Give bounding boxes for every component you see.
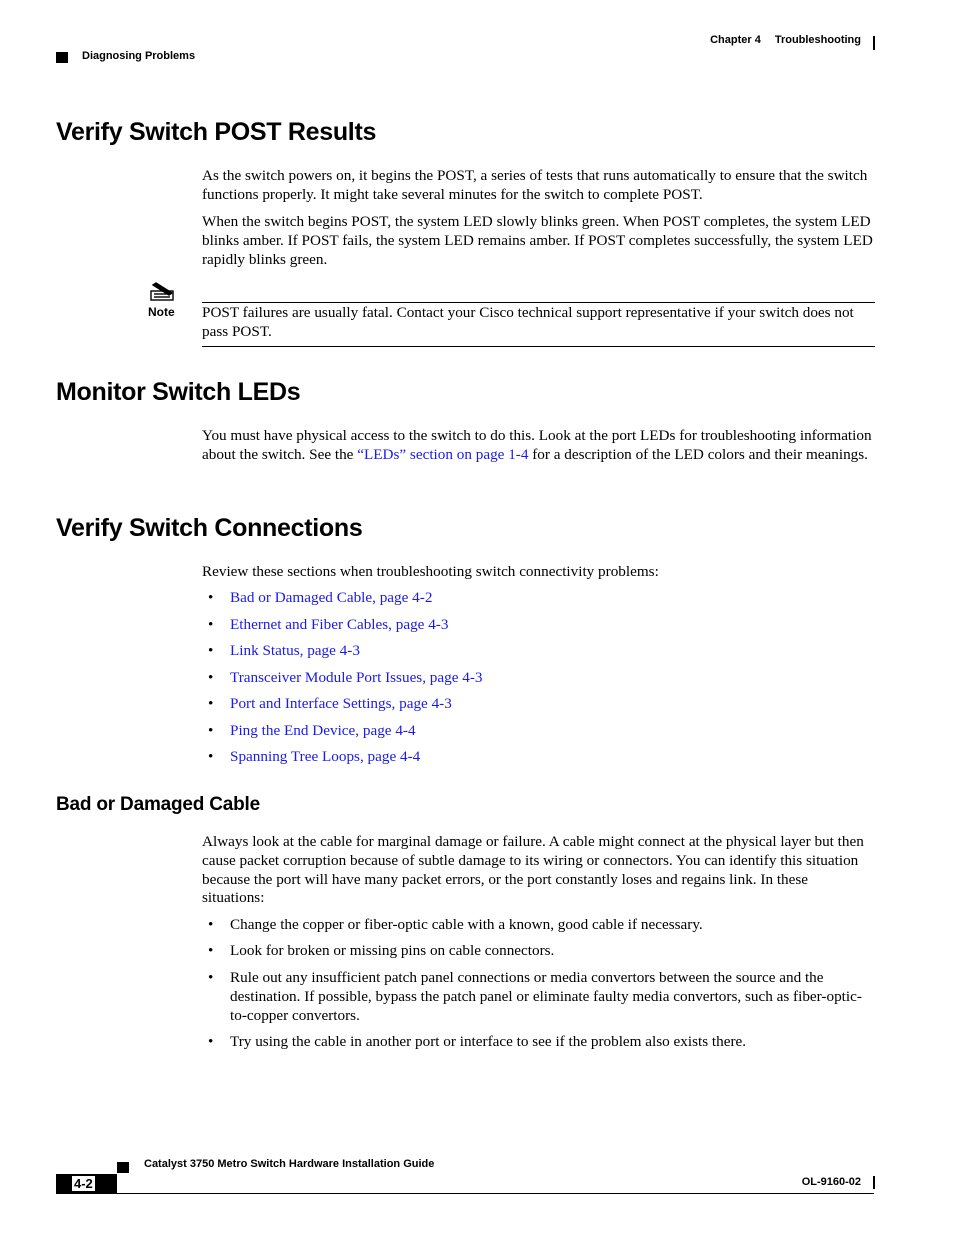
link-ethernet-fiber-cables[interactable]: Ethernet and Fiber Cables, page 4-3	[230, 616, 449, 633]
list-item	[202, 722, 416, 741]
header-rule-mark	[873, 36, 875, 50]
footer-guide-title: Catalyst 3750 Metro Switch Hardware Installation Guide	[144, 1158, 435, 1170]
cable-paragraph: Always look at the cable for marginal damage or failure. A cable might connect at the physical layer but then cause packet corruption because of subtle damage to its wiring or connectors. You can identify this situation because the port will have many packet errors, or the port constantly loses and regains link. In these situations:	[202, 833, 864, 907]
post-paragraph-2: When the switch begins POST, the system LED slowly blinks green. When POST completes, the system LED blinks amber. If POST fails, the system LED remains amber. If POST completes successfully, the system LED rapidly blinks green.	[202, 213, 873, 268]
cable-bullet-text: Look for broken or missing pins on cable connectors.	[230, 942, 555, 959]
leds-paragraph	[202, 427, 874, 465]
leds-section-link[interactable]: “LEDs” section on page 1-4	[357, 445, 529, 463]
heading-bad-damaged-cable: Bad or Damaged Cable	[56, 794, 260, 815]
bullet-glyph: •	[208, 722, 214, 739]
list-item	[202, 589, 432, 608]
leds-text-after: for a description of the LED colors and their meanings.	[528, 445, 868, 463]
bullet-glyph: •	[208, 695, 214, 712]
cable-bullet-text: Rule out any insufficient patch panel connections or media convertors between the source and the destination. If possible, bypass the patch panel or eliminate faulty media convertors, such as fiber-optic-to-copper convertors.	[230, 969, 862, 1024]
link-transceiver-issues[interactable]: Transceiver Module Port Issues, page 4-3	[230, 669, 483, 686]
note-rule-top	[202, 302, 875, 303]
bullet-glyph: •	[208, 642, 214, 659]
bullet-glyph: •	[208, 589, 214, 606]
chapter-number: Chapter 4	[710, 34, 761, 46]
note-label: Note	[148, 305, 175, 319]
footer-square-mark	[117, 1162, 129, 1173]
list-item	[202, 669, 483, 688]
note-text: POST failures are usually fatal. Contact your Cisco technical support representative if your switch does not pass POST.	[202, 304, 854, 340]
link-ping-end-device[interactable]: Ping the End Device, page 4-4	[230, 722, 416, 739]
bullet-glyph: •	[208, 916, 214, 933]
running-header-section: Diagnosing Problems	[82, 50, 196, 62]
bullet-glyph: •	[208, 616, 214, 633]
footer-rule-mark	[873, 1176, 875, 1189]
header-square-mark	[56, 52, 68, 63]
list-item	[202, 942, 874, 961]
note-rule-bottom	[202, 346, 875, 347]
list-item	[202, 969, 874, 1025]
link-spanning-tree-loops[interactable]: Spanning Tree Loops, page 4-4	[230, 748, 421, 765]
link-port-interface-settings[interactable]: Port and Interface Settings, page 4-3	[230, 695, 452, 712]
cable-bullet-text: Change the copper or fiber-optic cable with a known, good cable if necessary.	[230, 916, 703, 933]
footer-rule	[56, 1193, 874, 1194]
post-paragraph-1: As the switch powers on, it begins the POST, a series of tests that runs automatically to ensure that the switch functions properly. It might take several minutes for the switch to complete POST.	[202, 167, 868, 203]
list-item	[202, 916, 874, 935]
heading-monitor-leds: Monitor Switch LEDs	[56, 378, 301, 406]
footer-page-number: 4-2	[74, 1176, 93, 1191]
list-item	[202, 748, 420, 767]
bullet-glyph: •	[208, 748, 214, 765]
link-link-status[interactable]: Link Status, page 4-3	[230, 642, 360, 659]
footer-doc-number: OL-9160-02	[801, 1176, 861, 1188]
running-header-chapter	[710, 34, 861, 46]
chapter-title: Troubleshooting	[774, 34, 861, 46]
bullet-glyph: •	[208, 942, 214, 959]
bullet-glyph: •	[208, 969, 214, 986]
list-item	[202, 695, 452, 714]
heading-verify-post: Verify Switch POST Results	[56, 118, 377, 146]
cable-bullet-text: Try using the cable in another port or interface to see if the problem also exists there.	[230, 1033, 747, 1050]
list-item	[202, 642, 360, 661]
heading-verify-connections: Verify Switch Connections	[56, 514, 363, 542]
bullet-glyph: •	[208, 669, 214, 686]
leds-text-before: You must have physical access to the switch to do this. Look at the port LEDs for troubleshooting information about the switch. See the	[202, 427, 872, 463]
connections-intro: Review these sections when troubleshooting switch connectivity problems:	[202, 563, 659, 580]
link-bad-damaged-cable[interactable]: Bad or Damaged Cable, page 4-2	[230, 589, 433, 606]
bullet-glyph: •	[208, 1033, 214, 1050]
note-pencil-icon	[148, 281, 178, 303]
list-item	[202, 616, 448, 635]
list-item	[202, 1033, 874, 1052]
